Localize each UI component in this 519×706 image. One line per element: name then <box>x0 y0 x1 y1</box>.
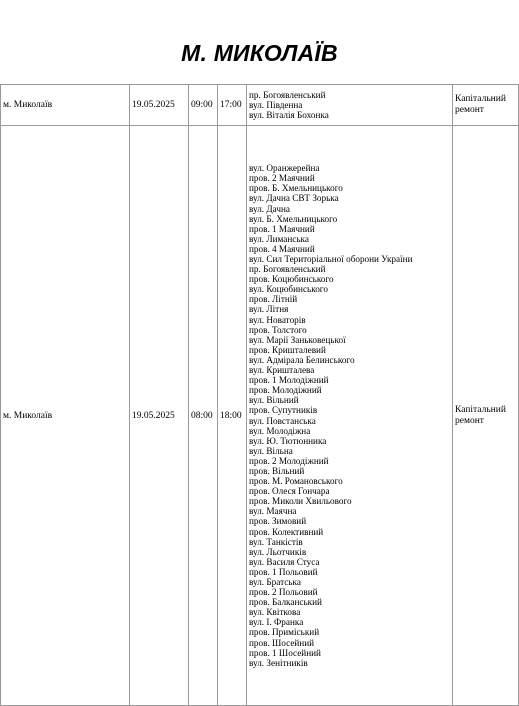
street-item: пров. Літній <box>249 294 298 305</box>
street-item: пров. Вільний <box>249 465 305 476</box>
street-item: вул. Ю. Тютюнника <box>249 435 327 446</box>
street-item: вул. І. Франка <box>249 617 304 628</box>
street-item: вул. Кришталева <box>249 365 315 376</box>
street-item: вул. Молодіжна <box>249 425 311 436</box>
street-item: пр. Богоявленський <box>249 89 326 100</box>
street-item: вул. Б. Хмельницького <box>249 213 338 224</box>
street-item: пров. Зимовий <box>249 516 307 527</box>
street-item: вул. Маячна <box>249 506 297 517</box>
streets-cell <box>247 85 453 126</box>
time-from-text: 08:00 <box>191 410 213 421</box>
street-item: вул. Південна <box>249 99 303 110</box>
street-item: вул. Лиманська <box>249 233 309 244</box>
document-title: М. МИКОЛАЇВ <box>181 40 338 66</box>
work-type-line-1: Капітальний <box>455 94 506 104</box>
work-type-line-2: ремонт <box>455 415 484 426</box>
street-item: пров. 2 Маячний <box>249 173 315 184</box>
date-text: 19.05.2025 <box>132 100 175 111</box>
street-item: вул. Адмірала Белинського <box>249 354 355 365</box>
street-item: вул. Братська <box>249 577 301 587</box>
street-item: пров. 2 Польовий <box>249 587 318 598</box>
street-item: пров. Колективний <box>249 526 324 537</box>
city-text: м. Миколаїв <box>3 100 53 111</box>
date-text: 19.05.2025 <box>132 410 175 421</box>
street-item: пров. Шосейний <box>249 637 315 648</box>
time-from-cell <box>189 85 218 126</box>
street-item: пров. Олеся Гончара <box>249 486 330 497</box>
street-item: вул. Василя Стуса <box>249 556 320 567</box>
street-item: пров. Молодіжний <box>249 385 322 396</box>
work-type-line-1: Капітальний <box>455 404 506 415</box>
street-item: пров. Супутників <box>249 405 318 416</box>
work-type-cell <box>453 126 519 706</box>
street-item: пров. Коцюбинського <box>249 274 334 285</box>
time-to-cell <box>218 126 247 706</box>
street-item: пров. Миколи Хвильового <box>249 496 352 507</box>
street-item: вул. Коцюбинського <box>249 284 328 295</box>
street-item: вул. Вільна <box>249 445 293 456</box>
street-item: вул. Квіткова <box>249 607 301 618</box>
street-item: пр. Богоявленський <box>249 264 326 275</box>
time-from-text: 09:00 <box>191 100 213 111</box>
work-type-cell <box>453 85 519 126</box>
street-item: пров. 1 Польовий <box>249 566 318 577</box>
city-text: м. Миколаїв <box>3 410 53 421</box>
street-item: вул. Льотчиків <box>249 546 307 557</box>
work-type-line-2: ремонт <box>455 105 484 115</box>
street-item: пров. 4 Маячний <box>249 243 315 254</box>
street-item: пров. 1 Маячний <box>249 223 315 234</box>
time-to-text: 17:00 <box>220 100 242 111</box>
date-cell <box>130 85 189 126</box>
date-cell <box>130 126 189 706</box>
city-cell <box>1 126 130 706</box>
outage-table-body <box>1 85 519 706</box>
street-item: пров. Приміський <box>249 627 320 638</box>
outage-table <box>0 84 519 706</box>
street-item: пров. Балканський <box>249 597 322 608</box>
street-item: вул. Сил Територіальної оборони України <box>249 254 413 264</box>
street-item: пров. Б. Хмельницького <box>249 183 343 194</box>
table-row <box>1 126 519 706</box>
street-item: вул. Дачна СВТ Зорька <box>249 193 339 204</box>
street-item: вул. Дачна <box>249 203 290 214</box>
street-item: пров. Толстого <box>249 324 307 335</box>
street-item: вул. Вільний <box>249 395 299 406</box>
street-item: вул. Повстанська <box>249 415 316 426</box>
street-item: вул. Оранжерейна <box>249 163 320 174</box>
time-to-text: 18:00 <box>220 410 242 421</box>
streets-cell <box>247 126 453 706</box>
street-item: вул. Віталія Бохонка <box>249 110 329 121</box>
street-item: пров. 1 Молодіжний <box>249 375 329 386</box>
street-item: пров. 1 Шосейний <box>249 647 321 658</box>
street-item: вул. Зенітників <box>249 657 308 668</box>
street-item: вул. Літня <box>249 304 289 315</box>
street-item: пров. М. Романовського <box>249 476 343 487</box>
time-to-cell <box>218 85 247 126</box>
table-row <box>1 85 519 126</box>
city-cell <box>1 85 130 126</box>
street-item: вул. Новаторів <box>249 314 306 325</box>
time-from-cell <box>189 126 218 706</box>
street-item: пров. 2 Молодіжний <box>249 455 329 466</box>
street-item: вул. Танкістів <box>249 536 303 547</box>
street-item: пров. Кришталевий <box>249 344 326 355</box>
street-item: вул. Марії Заньковецької <box>249 334 346 345</box>
